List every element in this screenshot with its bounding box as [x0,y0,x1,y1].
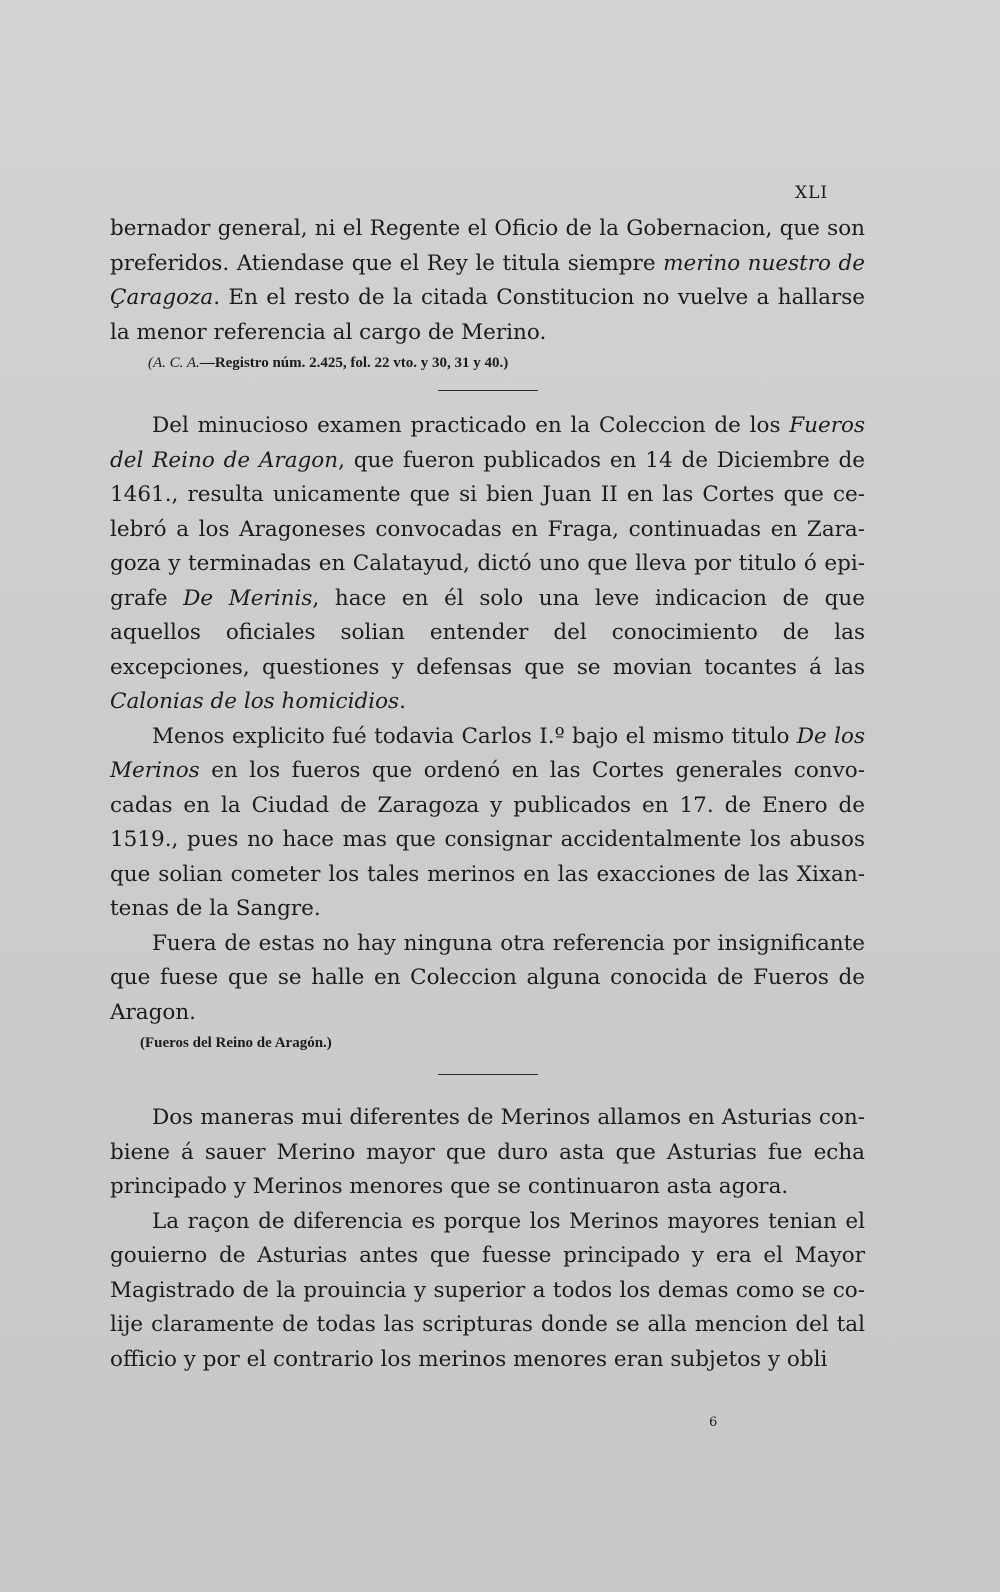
italic-run: Calonias de los homicidios [110,689,400,714]
signature-mark: 6 [709,1415,718,1430]
citation-archive [110,350,865,376]
citation-text: —Registro núm. 2.425, fol. 22 vto. y 30, 31 y 40.) [199,355,509,371]
section-divider [438,1074,538,1075]
text-run: . En el resto de la citada Constitucion no vuelve a hallarse la menor referencia al cargo de Merino. [110,285,865,345]
italic-run: De Merinis [183,585,313,611]
italic-run: De los Merinos [110,723,865,783]
italic-run: merino nuestro de Çaragoza [110,250,865,310]
text-run: en los fueros que ordenó en las Cortes generales convocadas en la Ciudad de Zaragoza y publicados en 17. de Enero de 1519., pues no hace mas que consignar accidentalmente los abusos que solian cometer los tales merinos en las exacciones de las Xixantenas de la Sangre. [110,758,865,921]
paragraph-2 [110,409,865,720]
section-divider [438,390,538,391]
page-number: XLI [795,183,829,203]
text-run: , hace en él solo una leve indicacion de que aquellos oficiales solian entender del conocimiento de las excepciones, questiones y defensas que se movian tocantes á las [110,585,865,680]
text-run: , que fueron publicados en 14 de Diciembre de 1461., resulta unicamente que si bien Juan II en las Cortes que celebró a los Aragoneses convocadas en Fraga, continuadas en Zaragoza y terminadas en Calatayud, dictó uno que lleva por titulo ó epigrafe [110,447,865,611]
paragraph-5: Dos maneras mui diferentes de Merinos allamos en Asturias conbiene á sauer Merino mayor que duro asta que Asturias fue echa principado y Merinos menores que se continuaron asta agora. [110,1105,865,1199]
paragraph-4: Fuera de estas no hay ninguna otra referencia por insignificante que fuese que se halle en Coleccion alguna conocida de Fueros de Aragon. [110,930,865,1025]
paragraph-3 [110,720,865,927]
text-run: . [399,689,406,714]
citation-abbrev: (A. C. A. [148,355,200,371]
text-run: Del minucioso examen practicado en la Coleccion de los [152,413,790,438]
text-run: bernador general, ni el Regente el Oficio de la Gobernacion, que son preferidos. Atiendase que el Rey le titula siempre [110,216,865,276]
paragraph-1 [110,212,865,350]
page-body [110,212,865,1377]
italic-run: Fueros del Reino de Aragon [110,413,865,473]
text-run: Menos explicito fué todavia Carlos I.º bajo el mismo titulo [152,723,797,749]
paragraph-6: La raçon de diferencia es porque los Merinos mayores tenian el gouierno de Asturias antes que fuesse principado y era el Mayor Magistrado de la prouincia y superior a todos los demas como se colije claramente de todas las scripturas donde se alla mencion del tal officio y por el contrario los merinos menores eran subjetos y obli [110,1208,865,1372]
citation-fueros: (Fueros del Reino de Aragón.) [140,1035,332,1051]
